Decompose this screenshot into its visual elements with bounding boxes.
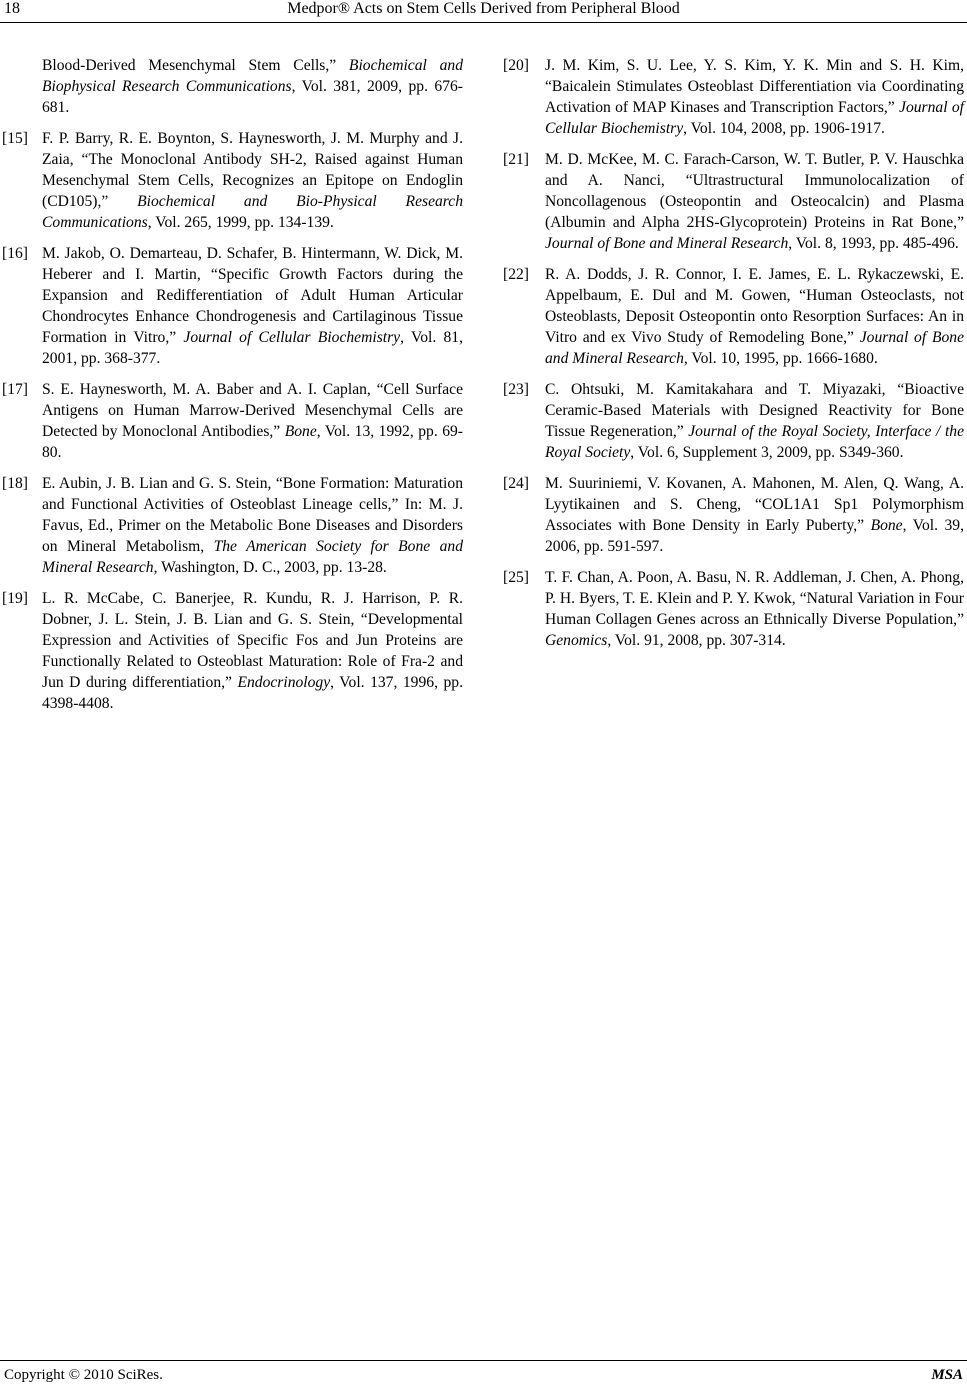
reference-19: [19] L. R. McCabe, C. Banerjee, R. Kundu, R. J. Harrison, P. R. Dobner, J. L. Stein, J. B. Lian and G. S. Stein, “Developmental Expression and Activities of Specific Fos and Jun Proteins are Functionally Related to Osteoblast Maturation: Role of Fra-2 and Jun D during differentiation,” Endocrinology, Vol. 137, 1996, pp. 4398-4408. bbox=[2, 590, 463, 712]
reference-23: [23] C. Ohtsuki, M. Kamitakahara and T. Miyazaki, “Bioactive Ceramic-Based Materials with Designed Reactivity for Bone Tissue Regeneration,” Journal of the Royal Society, Interface / the Royal Society, Vol. 6, Supplement 3, 2009, pp. S349-360. bbox=[503, 381, 964, 461]
reference-17: [17] S. E. Haynesworth, M. A. Baber and A. I. Caplan, “Cell Surface Antigens on Human Marrow-Derived Mesenchymal Cells are Detected by Monoclonal Antibodies,” Bone, Vol. 13, 1992, pp. 69-80. bbox=[2, 381, 463, 461]
header-divider bbox=[0, 22, 967, 23]
reference-number: [23] bbox=[503, 381, 529, 398]
reference-15: [15] F. P. Barry, R. E. Boynton, S. Haynesworth, J. M. Murphy and J. Zaia, “The Monoclonal Antibody SH-2, Raised against Human Mesenchymal Stem Cells, Recognizes an Epitope on Endoglin (CD105),” Biochemical and Bio-Physical Research Communications, Vol. 265, 1999, pp. 134-139. bbox=[2, 130, 463, 231]
right-column bbox=[503, 55, 964, 661]
footer-divider bbox=[0, 1360, 967, 1361]
left-column bbox=[2, 55, 463, 724]
reference-number: [25] bbox=[503, 569, 529, 586]
reference-number: [16] bbox=[2, 245, 28, 262]
page-number: 18 bbox=[4, 0, 20, 17]
running-title: Medpor® Acts on Stem Cells Derived from Peripheral Blood bbox=[287, 0, 680, 17]
reference-20: [20] J. M. Kim, S. U. Lee, Y. S. Kim, Y. K. Min and S. H. Kim, “Baicalein Stimulates Osteoblast Differentiation via Coordinating Activation of MAP Kinases and Transcription Factors,” Journal of Cellular Biochemistry, Vol. 104, 2008, pp. 1906-1917. bbox=[503, 57, 964, 137]
reference-24: [24] M. Suuriniemi, V. Kovanen, A. Mahonen, M. Alen, Q. Wang, A. Lyytikainen and S. Cheng, “COL1A1 Sp1 Polymorphism Associates with Bone Density in Early Puberty,” Bone, Vol. 39, 2006, pp. 591-597. bbox=[503, 475, 964, 555]
reference-number: [18] bbox=[2, 475, 28, 492]
copyright-notice: Copyright © 2010 SciRes. bbox=[4, 1367, 163, 1383]
reference-21: [21] M. D. McKee, M. C. Farach-Carson, W. T. Butler, P. V. Hauschka and A. Nanci, “Ultrastructural Immunolocalization of Noncollagenous (Osteopontin and Osteocalcin) and Plasma (Albumin and Alpha 2HS-Glycoprotein) Proteins in Rat Bone,” Journal of Bone and Mineral Research, Vol. 8, 1993, pp. 485-496. bbox=[503, 151, 964, 252]
reference-number: [19] bbox=[2, 590, 28, 607]
reference-number: [17] bbox=[2, 381, 28, 398]
reference-25: [25] T. F. Chan, A. Poon, A. Basu, N. R. Addleman, J. Chen, A. Phong, P. H. Byers, T. E. Klein and P. Y. Kwok, “Natural Variation in Four Human Collagen Genes across an Ethnically Diverse Population,” Genomics, Vol. 91, 2008, pp. 307-314. bbox=[503, 569, 964, 649]
reference-continuation: Blood-Derived Mesenchymal Stem Cells,” Biochemical and Biophysical Research Communications, Vol. 381, 2009, pp. 676-681. bbox=[42, 57, 463, 116]
reference-number: [22] bbox=[503, 266, 529, 283]
reference-16: [16] M. Jakob, O. Demarteau, D. Schafer, B. Hintermann, W. Dick, M. Heberer and I. Martin, “Specific Growth Factors during the Expansion and Redifferentiation of Adult Human Articular Chondrocytes Enhance Chondrogenesis and Cartilaginous Tissue Formation in Vitro,” Journal of Cellular Biochemistry, Vol. 81, 2001, pp. 368-377. bbox=[2, 245, 463, 367]
journal-abbreviation: MSA bbox=[931, 1367, 963, 1383]
reference-number: [21] bbox=[503, 151, 529, 168]
reference-number: [24] bbox=[503, 475, 529, 492]
reference-number: [15] bbox=[2, 130, 28, 147]
reference-18: [18] E. Aubin, J. B. Lian and G. S. Stein, “Bone Formation: Maturation and Functional Activities of Osteoblast Lineage cells,” In: M. J. Favus, Ed., Primer on the Metabolic Bone Diseases and Disorders on Mineral Metabolism, The American Society for Bone and Mineral Research, Washington, D. C., 2003, pp. 13-28. bbox=[2, 475, 463, 576]
reference-22: [22] R. A. Dodds, J. R. Connor, I. E. James, E. L. Rykaczewski, E. Appelbaum, E. Dul and M. Gowen, “Human Osteoclasts, not Osteoblasts, Deposit Osteopontin onto Resorption Surfaces: An in Vitro and ex Vivo Study of Remodeling Bone,” Journal of Bone and Mineral Research, Vol. 10, 1995, pp. 1666-1680. bbox=[503, 266, 965, 367]
reference-number: [20] bbox=[503, 57, 529, 74]
